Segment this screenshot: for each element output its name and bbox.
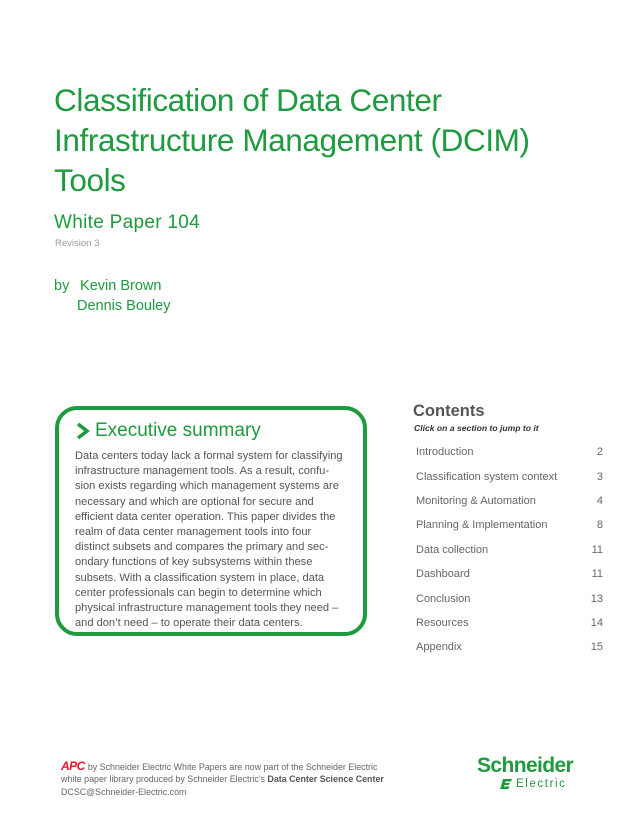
toc-label: Resources <box>416 616 469 629</box>
author-2: Dennis Bouley <box>77 298 171 314</box>
toc-page: 14 <box>590 616 603 629</box>
title-line-3: Tools <box>54 162 126 198</box>
summary-line: ondary functions of key subsystems within these <box>75 556 313 569</box>
toc-page: 4 <box>596 494 603 507</box>
contents-heading: Contents <box>413 402 485 420</box>
toc-label: Introduction <box>416 446 474 459</box>
footer-line-1 <box>61 760 384 773</box>
brand-sub: Electric <box>516 778 567 790</box>
toc-label: Planning & Implementation <box>416 519 548 532</box>
footer-text: by Schneider Electric White Papers are now part of the Schneider Electric <box>87 762 378 772</box>
summary-line: physical infrastructure management tools they need – <box>75 602 339 615</box>
title-line-1: Classification of Data Center <box>54 82 442 118</box>
footer-email[interactable]: DCSC@Schneider-Electric.com <box>61 786 187 797</box>
toc-item-resources[interactable] <box>416 611 603 635</box>
toc-page: 3 <box>596 470 603 483</box>
table-of-contents <box>416 440 603 660</box>
toc-item-appendix[interactable] <box>416 635 603 659</box>
summary-line: Data centers today lack a formal system for classifying <box>75 450 343 462</box>
toc-item-introduction[interactable] <box>416 440 603 464</box>
chevron-right-icon <box>75 422 91 440</box>
toc-label: Appendix <box>416 641 462 654</box>
toc-page: 11 <box>591 543 603 556</box>
revision-label: Revision 3 <box>55 238 100 249</box>
toc-page: 8 <box>596 519 603 532</box>
summary-line: and don’t need – to operate their data centers. <box>75 617 303 630</box>
toc-item-monitoring-automation[interactable] <box>416 489 603 513</box>
dcsc-name: Data Center Science Center <box>267 774 384 785</box>
toc-page: 15 <box>590 641 603 654</box>
brand-subline <box>499 777 573 791</box>
toc-item-dashboard[interactable] <box>416 562 603 586</box>
contents-instruction: Click on a section to jump to it <box>414 423 539 433</box>
footer-text: white paper library produced by Schneider Electric's <box>61 774 268 785</box>
brand-name: Schneider <box>477 754 574 777</box>
toc-page: 11 <box>591 568 603 581</box>
toc-item-classification-system-context[interactable] <box>416 464 603 488</box>
summary-line: efficient data center operation. This paper divides the <box>75 510 336 523</box>
toc-item-data-collection[interactable] <box>416 538 603 562</box>
summary-line: distinct subsets and compares the primary and sec- <box>75 541 329 554</box>
toc-label: Conclusion <box>416 592 471 605</box>
executive-summary-heading <box>75 420 261 442</box>
title-line-2: Infrastructure Management (DCIM) <box>54 122 530 158</box>
author-1: Kevin Brown <box>80 278 162 294</box>
byline-prefix: by <box>54 278 70 294</box>
toc-page: 2 <box>596 446 603 459</box>
toc-label: Classification system context <box>416 470 558 483</box>
schneider-electric-logo <box>477 755 573 791</box>
toc-item-conclusion[interactable] <box>416 586 603 610</box>
summary-line: infrastructure management tools. As a result, confu- <box>75 465 330 478</box>
summary-line: sion exists regarding which management systems are <box>75 480 339 493</box>
toc-label: Dashboard <box>416 568 470 581</box>
summary-line: necessary and which are optional for secure and <box>75 495 314 508</box>
toc-label: Data collection <box>416 543 489 556</box>
executive-summary-text <box>75 449 361 631</box>
toc-label: Monitoring & Automation <box>416 494 536 507</box>
footer-note <box>61 760 384 798</box>
document-title <box>54 80 614 200</box>
white-paper-number: White Paper 104 <box>54 212 201 233</box>
summary-line: realm of data center management tools into four <box>75 526 312 539</box>
summary-line: subsets. With a classification system in place, data <box>75 571 325 584</box>
toc-page: 13 <box>590 592 603 605</box>
summary-line: center professionals can begin to determine which <box>75 586 322 599</box>
executive-summary-title: Executive summary <box>95 420 261 441</box>
footer-line-2 <box>61 773 384 785</box>
byline <box>54 276 161 296</box>
apc-logo: APC <box>61 759 85 773</box>
schneider-bolt-icon <box>499 778 513 790</box>
toc-item-planning-implementation[interactable] <box>416 513 603 537</box>
